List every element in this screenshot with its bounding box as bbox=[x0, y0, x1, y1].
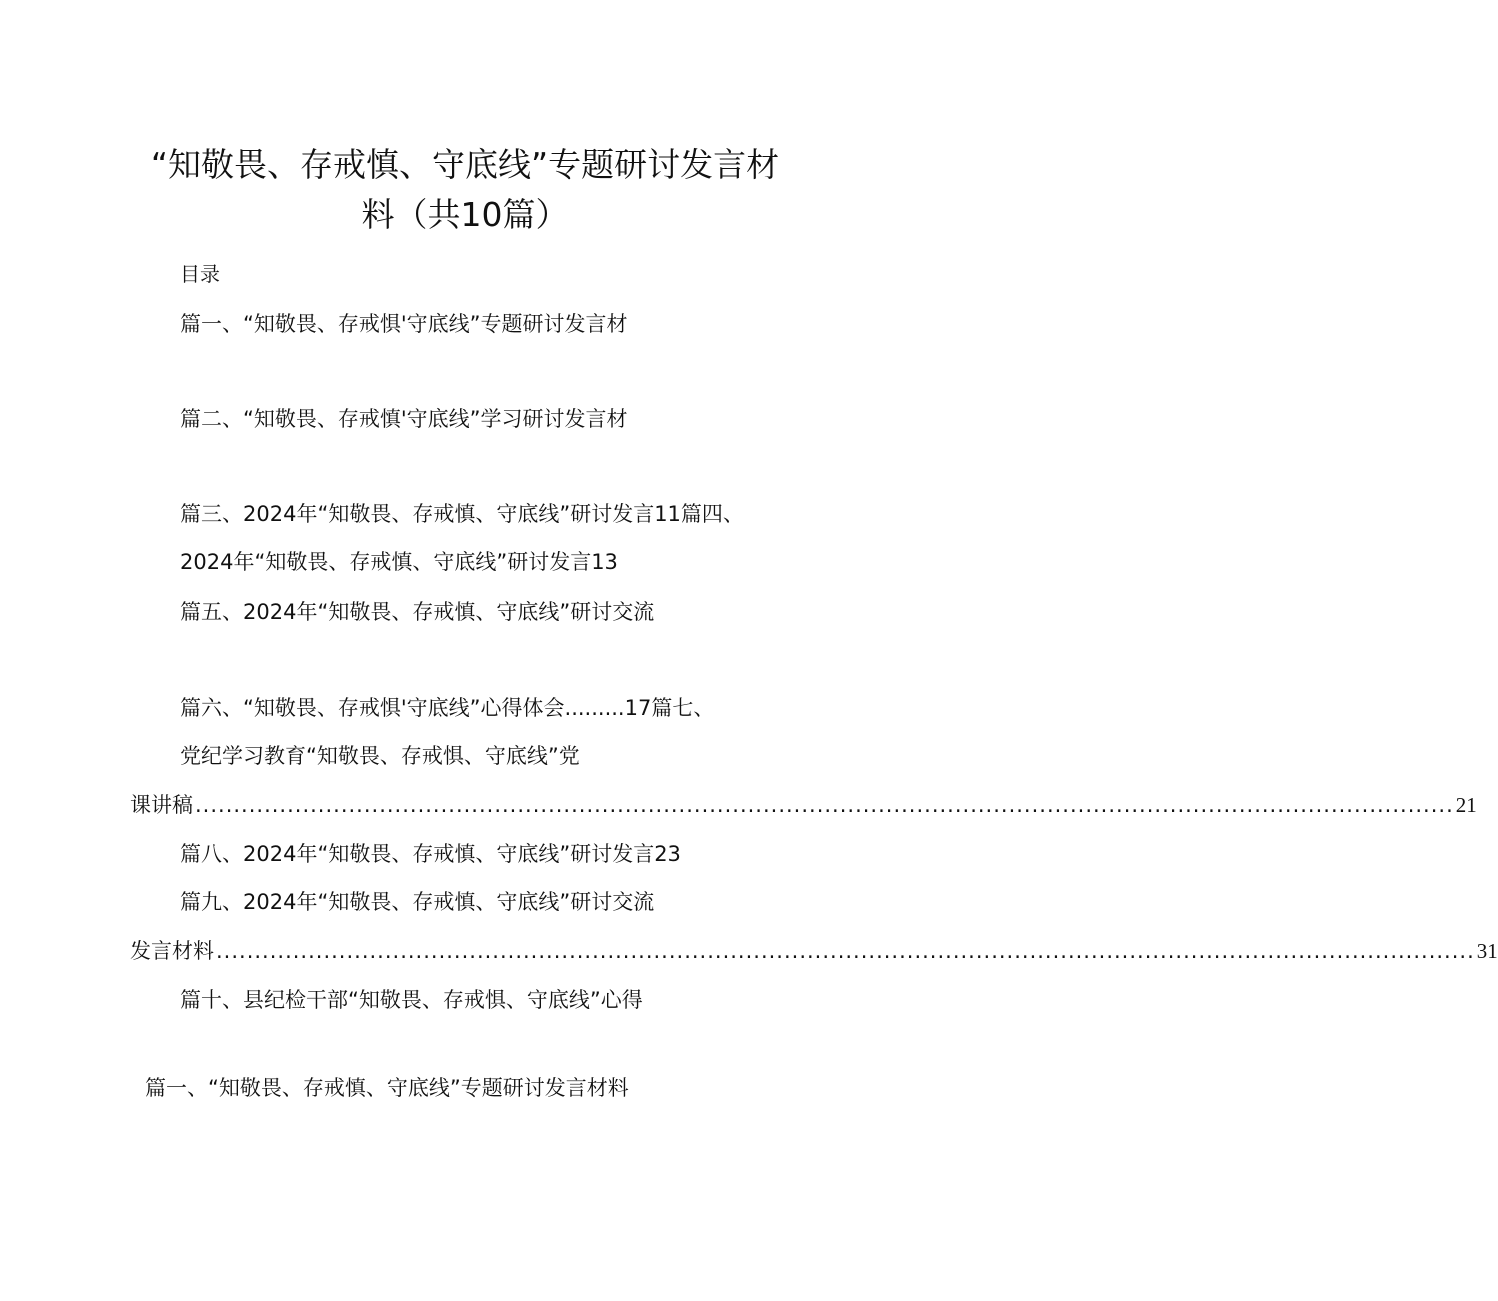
toc-entry-7[interactable]: 党纪学习教育“知敬畏、存戒惧、守底线”党 bbox=[180, 744, 580, 768]
toc-entry-8[interactable]: 篇八、2024年“知敬畏、存戒慎、守底线”研讨发言23 bbox=[180, 842, 681, 866]
dot-leader: .................................................................................................................................................................... bbox=[216, 939, 1475, 963]
title-line-2: 料（共10篇） bbox=[361, 195, 569, 234]
toc-entry-text: 发言材料 bbox=[130, 939, 214, 963]
toc-entry-10[interactable]: 篇十、县纪检干部“知敬畏、存戒惧、守底线”心得 bbox=[180, 988, 643, 1012]
toc-entry-text: 课讲稿 bbox=[130, 793, 193, 817]
toc-entry-5[interactable]: 篇五、2024年“知敬畏、存戒慎、守底线”研讨交流 bbox=[180, 600, 655, 624]
toc-entry-9[interactable]: 篇九、2024年“知敬畏、存戒慎、守底线”研讨交流 bbox=[180, 890, 655, 914]
section-heading: 篇一、“知敬畏、存戒慎、守底线”专题研讨发言材料 bbox=[145, 1076, 629, 1100]
toc-entry-4[interactable]: 2024年“知敬畏、存戒慎、守底线”研讨发言13 bbox=[180, 550, 618, 574]
toc-entry-9-continued[interactable] bbox=[130, 935, 1498, 967]
toc-entry-1[interactable]: 篇一、“知敬畏、存戒惧'守底线”专题研讨发言材 bbox=[180, 312, 628, 336]
toc-entry-7-continued[interactable] bbox=[130, 789, 1477, 821]
dot-leader: .................................................................................................................................................................... bbox=[195, 793, 1454, 817]
toc-page-number: 31 bbox=[1476, 939, 1498, 963]
title-line-1: “知敬畏、存戒慎、守底线”专题研讨发言材 bbox=[150, 145, 780, 184]
toc-entry-2[interactable]: 篇二、“知敬畏、存戒慎'守底线”学习研讨发言材 bbox=[180, 407, 628, 431]
document-title bbox=[120, 140, 810, 240]
toc-page-number: 21 bbox=[1455, 793, 1477, 817]
toc-label: 目录 bbox=[180, 262, 220, 286]
toc-entry-6[interactable]: 篇六、“知敬畏、存戒惧'守底线”心得体会.........17篇七、 bbox=[180, 696, 715, 720]
toc-entry-3[interactable]: 篇三、2024年“知敬畏、存戒慎、守底线”研讨发言11篇四、 bbox=[180, 502, 744, 526]
